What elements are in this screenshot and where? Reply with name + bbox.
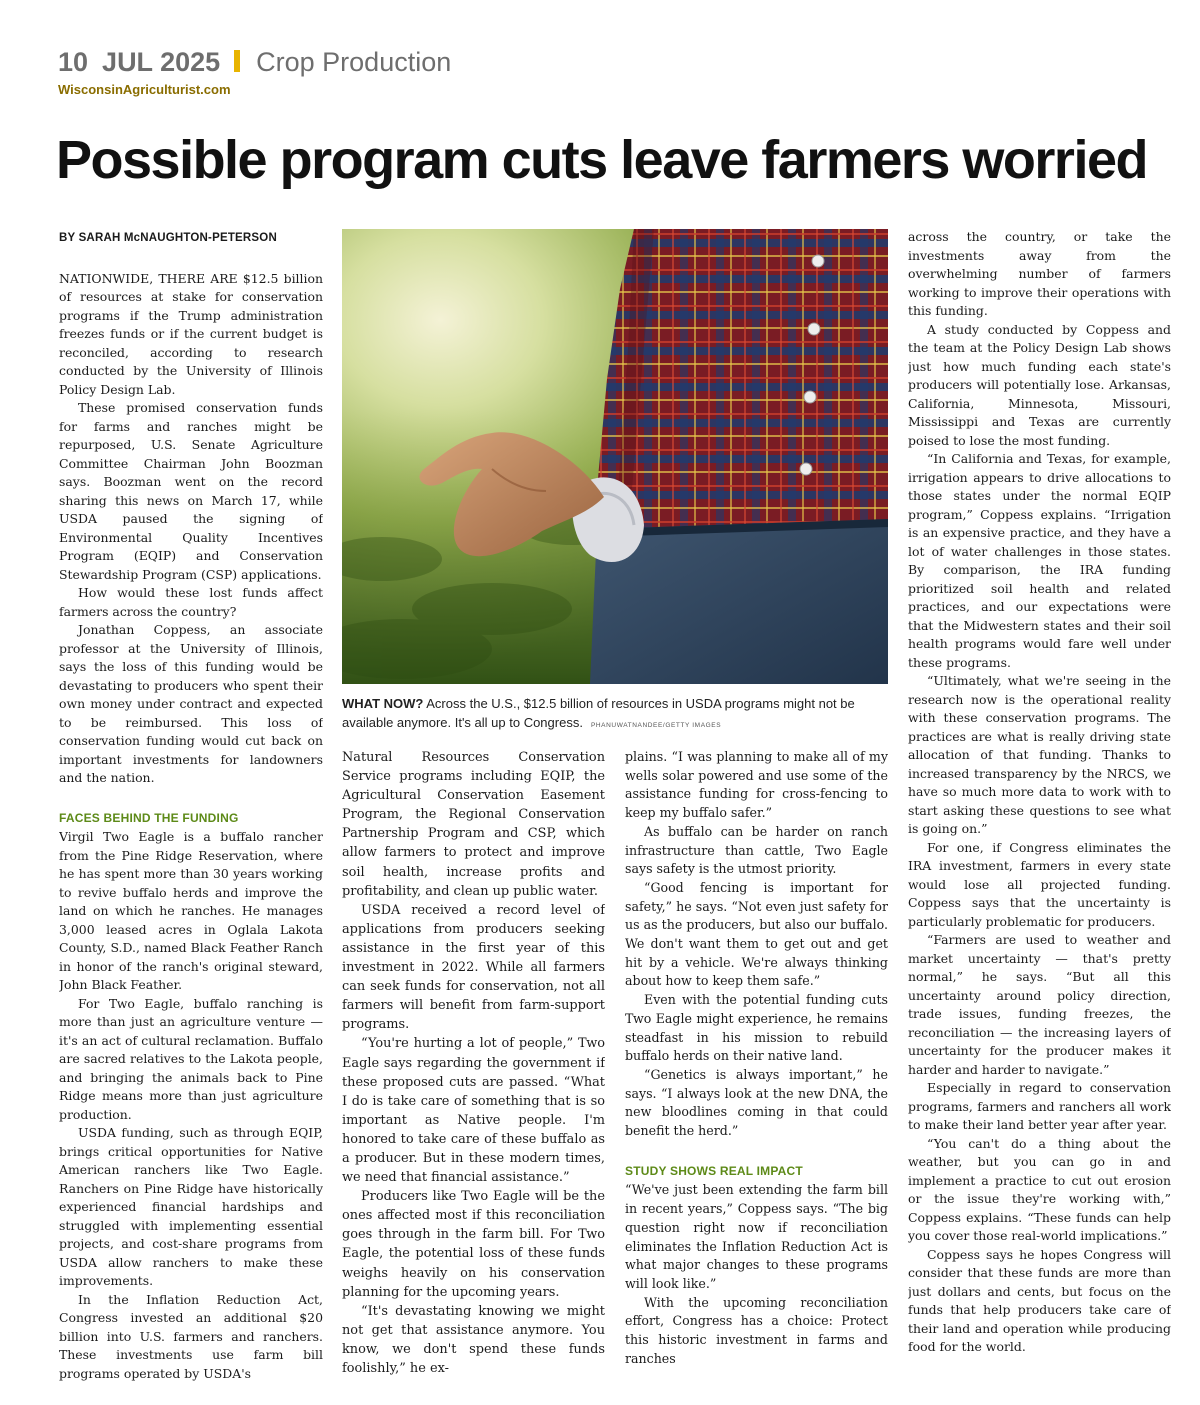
caption-text: Across the U.S., $12.5 billion of resources in USDA programs might not be available anymore. It's all up to Congress. bbox=[342, 696, 855, 730]
byline: BY SARAH McNAUGHTON-PETERSON bbox=[59, 232, 277, 244]
paragraph: Natural Resources Conservation Service programs including EQIP, the Agricultural Conservation Easement Program, the Regional Conservation Partnership Program and CSP, which allow farmers to protect and improve soil health, increase profits and profitability, and clean up public water. bbox=[342, 750, 605, 899]
paragraph: Jonathan Coppess, an associate professor at the University of Illinois, says the loss of this funding would be devastating to producers who spent their own money under contract and expected to be reimbursed. This loss of conservation funding would cut back on important investments for landowners and the nation. bbox=[59, 622, 323, 785]
website-link[interactable]: WisconsinAgriculturist.com bbox=[58, 82, 231, 97]
paragraph: “Good fencing is important for safety,” he says. “Not even just safety for us as the producers, but also our buffalo. We don't want them to get out and get hit by a vehicle. We're always thinking about how to keep them safe.” bbox=[625, 879, 888, 989]
farmer-pocket-photo bbox=[342, 229, 888, 684]
paragraph: “You're hurting a lot of people,” Two Eagle says regarding the government if these proposed cuts are passed. “What I do is take care of something that is so important as Native people. I'm honored to take care of these buffalo as a producer. But in these modern times, we need that financial assistance.” bbox=[342, 1036, 605, 1186]
paragraph: Virgil Two Eagle is a buffalo rancher from the Pine Ridge Reservation, where he has spent more than 30 years working to revive buffalo herds and improve the land on which he ranches. He manages 3,000 leased acres in Oglala Lakota County, S.D., named Black Feather Ranch in honor of the ranch's original steward, John Black Feather. bbox=[59, 829, 323, 992]
column-4 bbox=[908, 228, 1171, 1390]
paragraph: Even with the potential funding cuts Two Eagle might experience, he remains steadfast in his mission to rebuild buffalo herds on their native land. bbox=[625, 992, 888, 1064]
paragraph: “We've just been extending the farm bill in recent years,” Coppess says. “The big question right now if reconciliation eliminates the Inflation Reduction Act is what major changes to these programs will look like.” bbox=[625, 1182, 888, 1291]
paragraph: A study conducted by Coppess and the team at the Policy Design Lab shows just how much funding each state's producers will potentially lose. Arkansas, California, Minnesota, Missouri, Mississippi and Texas are currently poised to lose the most funding. bbox=[908, 321, 1171, 448]
article-headline: Possible program cuts leave farmers worried bbox=[56, 130, 1147, 190]
paragraph: In the Inflation Reduction Act, Congress invested an additional $20 billion into U.S. farmers and ranchers. These investments use farm bill programs operated by USDA's bbox=[59, 1291, 323, 1381]
paragraph: USDA received a record level of applications from producers seeking assistance in the first year of this investment in 2022. While all farmers can seek funds for conservation, not all farmers will benefit from farm-support programs. bbox=[342, 902, 605, 1033]
caption-lead: WHAT NOW? bbox=[342, 696, 424, 711]
column-1 bbox=[59, 229, 323, 1389]
folio-divider bbox=[234, 50, 240, 72]
column-3 bbox=[625, 748, 888, 1388]
paragraph: plains. “I was planning to make all of my wells solar powered and use some of the assistance funding for cross-fencing to keep my buffalo safer.” bbox=[625, 749, 888, 821]
paragraph: “You can't do a thing about the weather, but you can go in and implement a practice to cut out erosion or the issue they're working with,” Coppess explains. “These funds can help you cover those real-world implications.” bbox=[908, 1135, 1171, 1243]
photo-credit: PHANUWATNANDEE/GETTY IMAGES bbox=[590, 722, 722, 729]
subhead-faces: FACES BEHIND THE FUNDING bbox=[59, 810, 239, 825]
paragraph: “Farmers are used to weather and market uncertainty — that's pretty normal,” he says. “But all this uncertainty around policy direction, trade issues, funding freezes, the reconciliation — the increasing layers of uncertainty for the producer makes it harder and harder to navigate.” bbox=[908, 932, 1171, 1077]
issue-date: JUL 2025 bbox=[102, 47, 221, 77]
paragraph: “Ultimately, what we're seeing in the research now is the operational reality with these conservation programs. The practices are what is really driving state allocation of that funding. Thanks to increased transparency by the NRCS, we have so much more data to work with to start asking these questions to see what is going on.” bbox=[908, 673, 1171, 836]
paragraph: USDA funding, such as through EQIP, brings critical opportunities for Native American ranchers like Two Eagle. Ranchers on Pine Ridge have historically experienced financial hardships and struggled with implementing essential projects, and cost-share programs from USDA allow ranchers to make these improvements. bbox=[59, 1125, 323, 1288]
paragraph: These promised conservation funds for farms and ranches might be repurposed, U.S. Senate Agriculture Committee Chairman John Boozman says. Boozman went on the record sharing this news on March 17, while USDA paused the signing of Environmental Quality Incentives Program (EQIP) and Conservation Stewardship Program (CSP) applications. bbox=[59, 400, 323, 582]
paragraph: across the country, or take the investments away from the overwhelming number of farmers working to improve their operations with this funding. bbox=[908, 229, 1171, 318]
page-folio bbox=[58, 44, 451, 80]
section-name: Crop Production bbox=[256, 47, 452, 77]
paragraph: How would these lost funds affect farmers across the country? bbox=[59, 585, 323, 619]
paragraph: “It's devastating knowing we might not get that assistance anymore. You know, we don't spend these funds foolishly,” he ex- bbox=[342, 1303, 605, 1376]
paragraph: As buffalo can be harder on ranch infrastructure than cattle, Two Eagle says safety is the utmost priority. bbox=[625, 823, 888, 877]
paragraph: For Two Eagle, buffalo ranching is more than just an agriculture venture — it's an act of cultural reclamation. Buffalo are sacred relatives to the Lakota people, and bringing the animals back to Pine Ridge means more than just agriculture production. bbox=[59, 995, 323, 1122]
subhead-study: STUDY SHOWS REAL IMPACT bbox=[625, 1163, 803, 1178]
paragraph: “In California and Texas, for example, irrigation appears to drive allocations to those states under the normal EQIP program,” Coppess explains. “Irrigation is an expensive practice, and they have a lot of water challenges in those states. By comparison, the IRA funding prioritized soil health and related practices, and our expectations were that the Midwestern states and their soil health programs would fare well under these programs. bbox=[908, 451, 1171, 670]
paragraph: Producers like Two Eagle will be the ones affected most if this reconciliation goes through in the farm bill. For Two Eagle, the potential loss of these funds weighs heavily on his conservation planning for the upcoming years. bbox=[342, 1189, 605, 1300]
paragraph: For one, if Congress eliminates the IRA investment, farmers in every state would lose all projected funding. Coppess says that the uncertainty is particularly problematic for producers. bbox=[908, 839, 1171, 929]
column-2 bbox=[342, 748, 605, 1388]
article-photo bbox=[342, 229, 888, 684]
paragraph: Especially in regard to conservation programs, farmers and ranchers all work to make their land better year after year. bbox=[908, 1080, 1171, 1132]
paragraph: NATIONWIDE, THERE ARE $12.5 billion of resources at stake for conservation programs if the Trump administration freezes funds or if the current budget is reconciled, according to research conducted by the University of Illinois Policy Design Lab. bbox=[59, 270, 323, 397]
photo-caption bbox=[342, 694, 890, 735]
page-number: 10 bbox=[58, 47, 89, 77]
paragraph: With the upcoming reconciliation effort, Congress has a choice: Protect this historic investment in farms and ranches bbox=[625, 1294, 888, 1366]
paragraph: Coppess says he hopes Congress will consider that these funds are more than just dollars and cents, but focus on the funds that help producers take care of their land and operation while producing food for the world. bbox=[908, 1246, 1171, 1354]
paragraph: “Genetics is always important,” he says. “I always look at the new DNA, the new bloodlines coming in that could benefit the herd.” bbox=[625, 1066, 888, 1139]
